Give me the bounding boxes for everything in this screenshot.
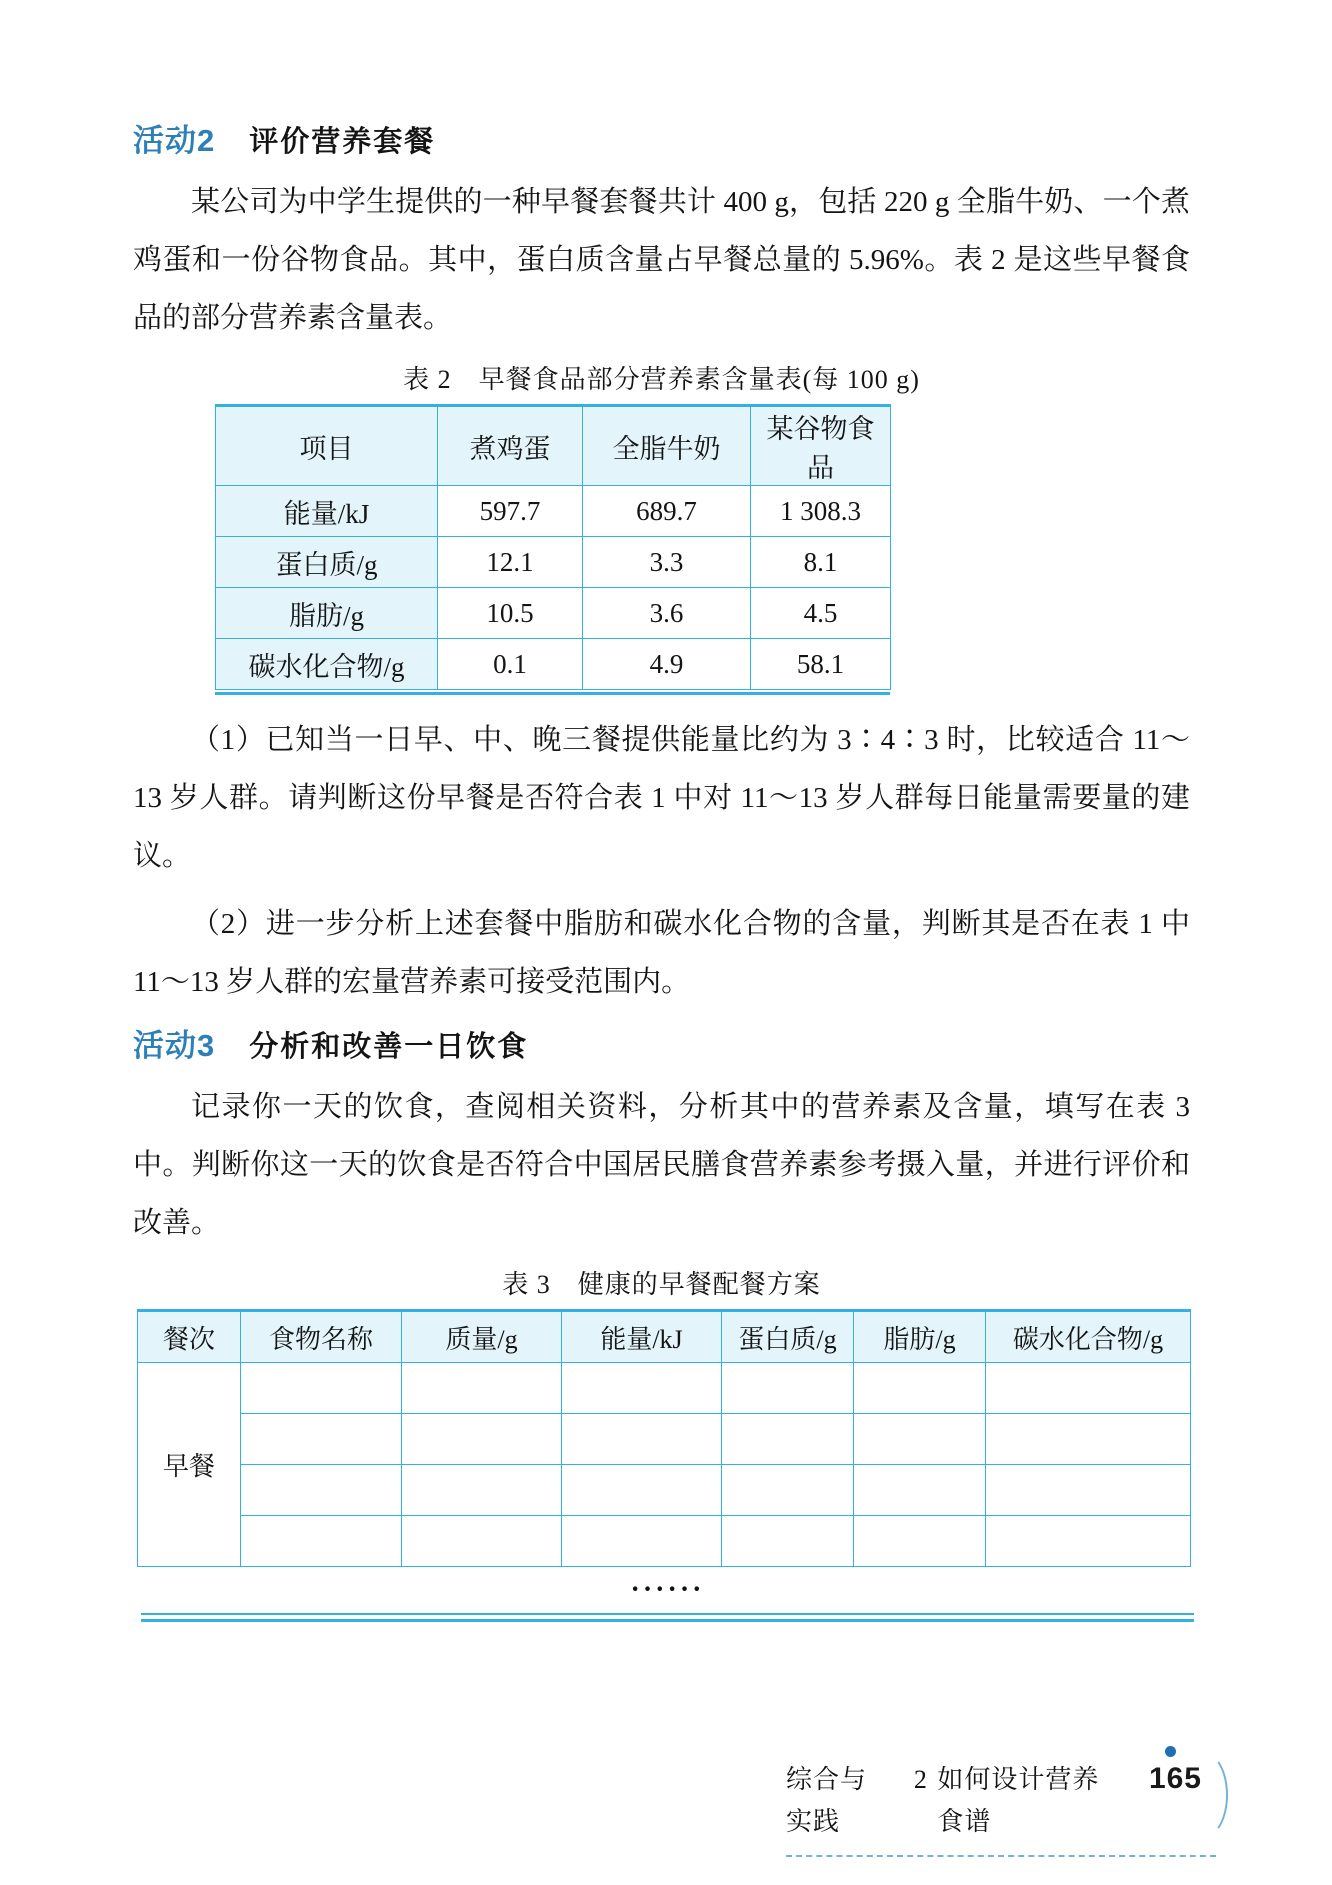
footer-page-number: 165: [1148, 1762, 1202, 1795]
table3-meal-plan: [137, 1309, 1191, 1567]
activity2-question1: （1）已知当一日早、中、晚三餐提供能量比约为 3∶4∶3 时，比较适合 11～13 岁人群。请判断这份早餐是否符合表 1 中对 11～13 岁人群每日能量需要量的建议。: [133, 724, 1190, 872]
table3-caption: 表 3 健康的早餐配餐方案: [502, 1270, 821, 1299]
table2-cell: 597.7: [438, 486, 583, 537]
empty-cell: [722, 1414, 854, 1465]
activity2-intro-paragraph: 某公司为中学生提供的一种早餐套餐共计 400 g，包括 220 g 全脂牛奶、一个煮鸡蛋和一份谷物食品。其中，蛋白质含量占早餐总量的 5.96%。表 2 是这些早餐食品的部分营养素含量表。: [133, 186, 1190, 334]
table2-bottom-rule: [215, 692, 890, 695]
empty-cell: [402, 1465, 562, 1516]
empty-cell: [986, 1465, 1191, 1516]
activity2-title: 评价营养套餐: [249, 126, 436, 158]
empty-cell: [562, 1414, 722, 1465]
empty-cell: [986, 1516, 1191, 1567]
page-footer: [786, 1758, 1216, 1857]
empty-cell: [241, 1516, 402, 1567]
table2-header-cereal: 某谷物食品: [751, 406, 891, 486]
footer-dot-icon: [1165, 1746, 1176, 1757]
table2-row-energy: [216, 486, 891, 537]
table3-row: [138, 1516, 1191, 1567]
empty-cell: [722, 1363, 854, 1414]
footer-section: 综合与实践: [786, 1765, 868, 1836]
activity2-label: 活动2: [133, 123, 216, 158]
activity3-title: 分析和改善一日饮食: [249, 1031, 529, 1063]
empty-cell: [854, 1465, 986, 1516]
empty-cell: [986, 1414, 1191, 1465]
empty-cell: [402, 1414, 562, 1465]
table2-header-milk: 全脂牛奶: [583, 406, 751, 486]
empty-cell: [562, 1516, 722, 1567]
table2-header-row: [216, 406, 891, 486]
table2-row-fat: [216, 588, 891, 639]
empty-cell: [986, 1363, 1191, 1414]
table3-wrapper: [137, 1309, 1190, 1622]
table3-meal-label: 早餐: [138, 1363, 241, 1567]
table2-rowhead-fat: 脂肪/g: [216, 588, 438, 639]
table3-bottom-double-rule: [141, 1613, 1194, 1622]
table2-cell: 1 308.3: [751, 486, 891, 537]
footer-text-line: [786, 1758, 1216, 1857]
table2-cell: 10.5: [438, 588, 583, 639]
empty-cell: [402, 1516, 562, 1567]
empty-cell: [854, 1363, 986, 1414]
empty-cell: [854, 1414, 986, 1465]
empty-cell: [722, 1516, 854, 1567]
table3-row: [138, 1414, 1191, 1465]
empty-cell: [722, 1465, 854, 1516]
table3-header-row: [138, 1311, 1191, 1363]
table2-rowhead-carbohydrate: 碳水化合物/g: [216, 639, 438, 690]
footer-chapter-title: 如何设计营养食谱: [937, 1765, 1100, 1836]
empty-cell: [241, 1363, 402, 1414]
table2-cell: 8.1: [751, 537, 891, 588]
table2-rowhead-protein: 蛋白质/g: [216, 537, 438, 588]
table3-header-energy: 能量/kJ: [562, 1311, 722, 1363]
footer-arc-decoration: [1180, 1752, 1228, 1838]
empty-cell: [402, 1363, 562, 1414]
table2-row-protein: [216, 537, 891, 588]
table3-continuation-ellipsis: ······: [630, 1574, 705, 1605]
activity3-intro-paragraph: 记录你一天的饮食，查阅相关资料，分析其中的营养素及含量，填写在表 3 中。判断你这一天的饮食是否符合中国居民膳食营养素参考摄入量，并进行评价和改善。: [133, 1091, 1190, 1239]
table2-caption: 表 2 早餐食品部分营养素含量表(每 100 g): [403, 365, 920, 394]
table2-cell: 4.5: [751, 588, 891, 639]
table2-cell: 12.1: [438, 537, 583, 588]
empty-cell: [854, 1516, 986, 1567]
activity2-heading: [133, 120, 1190, 163]
activity3-heading: [133, 1025, 1190, 1068]
table2-header-egg: 煮鸡蛋: [438, 406, 583, 486]
table3-header-protein: 蛋白质/g: [722, 1311, 854, 1363]
table2-cell: 58.1: [751, 639, 891, 690]
empty-cell: [562, 1363, 722, 1414]
empty-cell: [241, 1414, 402, 1465]
table2-cell: 3.3: [583, 537, 751, 588]
empty-cell: [241, 1465, 402, 1516]
footer-chapter-number: 2: [913, 1765, 928, 1794]
activity3-label: 活动3: [133, 1028, 216, 1063]
table3-header-food-name: 食物名称: [241, 1311, 402, 1363]
table2-cell: 689.7: [583, 486, 751, 537]
table2-cell: 0.1: [438, 639, 583, 690]
table3-header-carbohydrate: 碳水化合物/g: [986, 1311, 1191, 1363]
table2-cell: 4.9: [583, 639, 751, 690]
activity2-question2: （2）进一步分析上述套餐中脂肪和碳水化合物的含量，判断其是否在表 1 中 11～13 岁人群的宏量营养素可接受范围内。: [133, 908, 1190, 998]
table2-row-carbohydrate: [216, 639, 891, 690]
table3-header-mass: 质量/g: [402, 1311, 562, 1363]
table3-row: [138, 1363, 1191, 1414]
table2-rowhead-energy: 能量/kJ: [216, 486, 438, 537]
table3-row: [138, 1465, 1191, 1516]
table3-header-fat: 脂肪/g: [854, 1311, 986, 1363]
table2-header-item: 项目: [216, 406, 438, 486]
table2-cell: 3.6: [583, 588, 751, 639]
table2-nutrient-content: [215, 404, 891, 690]
empty-cell: [562, 1465, 722, 1516]
table3-header-meal: 餐次: [138, 1311, 241, 1363]
